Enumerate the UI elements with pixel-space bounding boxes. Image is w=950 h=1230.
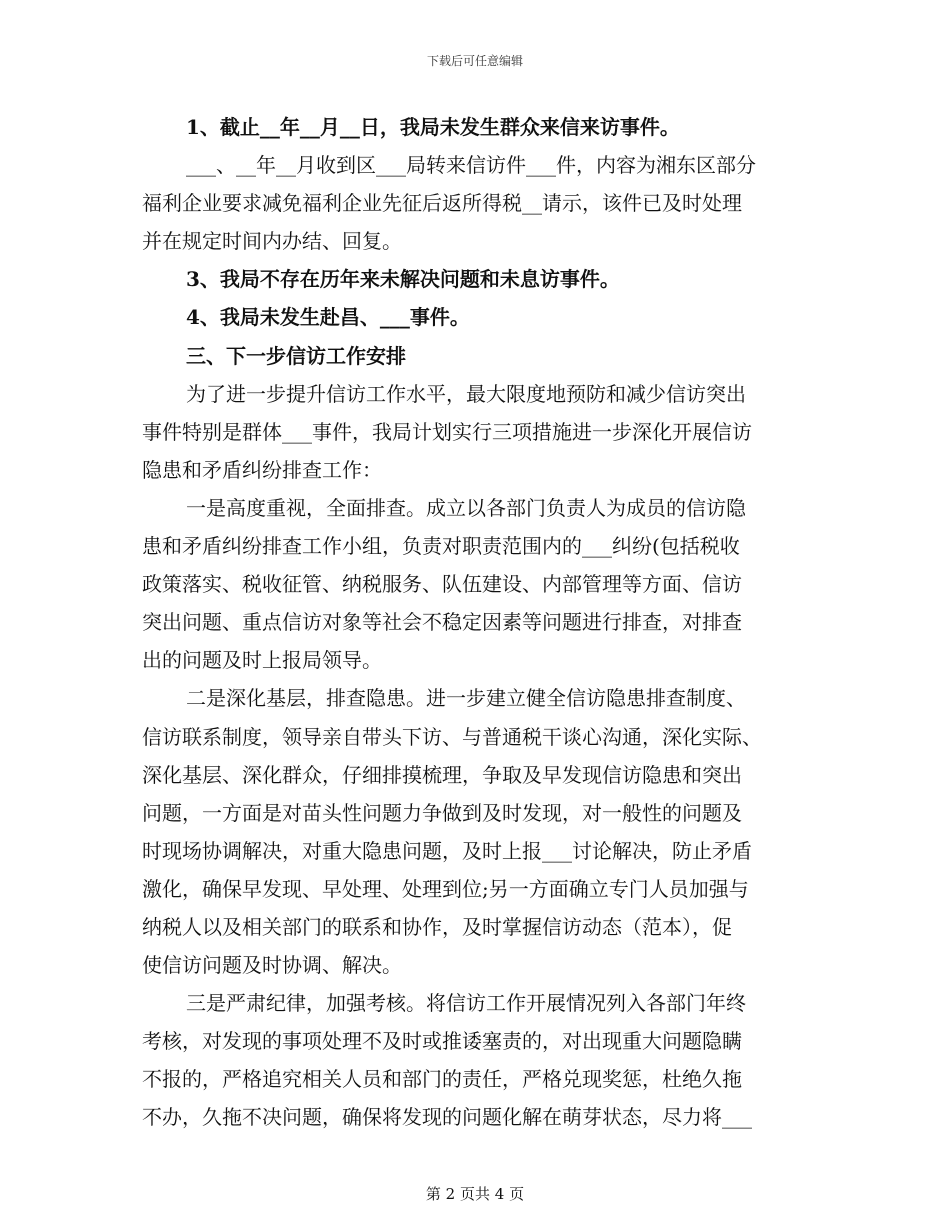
paragraph-measure-1	[142, 489, 804, 679]
paragraph-line: 出的问题及时上报局领导。	[142, 648, 382, 673]
paragraph-line: 为了进一步提升信访工作水平，最大限度地预防和减少信访突出	[186, 381, 746, 406]
paragraph-line: 3、我局不存在历年来未解决问题和未息访事件。	[186, 267, 620, 292]
paragraph-line: 政策落实、税收征管、纳税服务、队伍建设、内部管理等方面、信访	[142, 572, 742, 597]
paragraph-line: 考核，对发现的事项处理不及时或推诿塞责的，对出现重大问题隐瞒	[142, 1029, 742, 1054]
paragraph-line: 突出问题、重点信访对象等社会不稳定因素等问题进行排查，对排查	[142, 610, 742, 635]
paragraph-line: 患和矛盾纠纷排查工作小组，负责对职责范围内的___纠纷(包括税收	[142, 534, 740, 559]
paragraph-line: 三是严肃纪律，加强考核。将信访工作开展情况列入各部门年终	[186, 991, 746, 1016]
paragraph-line: 问题，一方面是对苗头性问题力争做到及时发现，对一般性的问题及	[142, 800, 742, 825]
paragraph-line: 使信访问题及时协调、解决。	[142, 953, 402, 978]
paragraph-line: 事件特别是群体___事件，我局计划实行三项措施进一步深化开展信访	[142, 419, 752, 444]
paragraph-line: 并在规定时间内办结、回复。	[142, 229, 402, 254]
page-number: 第 2 页共 4 页	[425, 1185, 525, 1203]
document-body	[142, 108, 804, 1137]
paragraph-line: ___、__年__月收到区___局转来信访件___件，内容为湘东区部分	[186, 153, 756, 178]
paragraph-item-4	[142, 298, 804, 336]
page-header: 下载后可任意编辑	[426, 54, 523, 68]
paragraph-line: 三、下一步信访工作安排	[186, 343, 406, 368]
paragraph-line: 深化基层、深化群众，仔细排摸梳理，争取及早发现信访隐患和突出	[142, 762, 742, 787]
paragraph-item-3	[142, 260, 804, 298]
paragraph-line: 福利企业要求减免福利企业先征后返所得税__请示，该件已及时处理	[142, 191, 742, 216]
paragraph-line: 不报的，严格追究相关人员和部门的责任，严格兑现奖惩，杜绝久拖	[142, 1067, 742, 1092]
paragraph-line: 不办，久拖不决问题，确保将发现的问题化解在萌芽状态，尽力将___	[142, 1105, 752, 1130]
paragraph-line: 时现场协调解决，对重大隐患问题，及时上报___讨论解决，防止矛盾	[142, 838, 752, 863]
paragraph-line: 1、截止__年__月__日，我局未发生群众来信来访事件。	[186, 115, 680, 139]
paragraph-line: 一是高度重视，全面排查。成立以各部门负责人为成员的信访隐	[186, 495, 746, 520]
paragraph-measure-3	[142, 984, 804, 1136]
paragraph-line: 激化，确保早发现、早处理、处理到位;另一方面确立专门人员加强与	[142, 876, 749, 901]
paragraph-line: 隐患和矛盾纠纷排查工作：	[142, 457, 382, 482]
paragraph-line: 二是深化基层，排查隐患。进一步建立健全信访隐患排查制度、	[186, 686, 746, 711]
paragraph-line: 纳税人以及相关部门的联系和协作，及时掌握信访动态（范本），促	[142, 914, 732, 939]
paragraph-measure-2	[142, 679, 804, 984]
paragraph-item-2	[142, 146, 804, 260]
paragraph-intro	[142, 375, 804, 489]
paragraph-item-1	[142, 108, 804, 146]
section-heading	[142, 337, 804, 375]
paragraph-line: 信访联系制度，领导亲自带头下访、与普通税干谈心沟通，深化实际、	[142, 724, 762, 749]
paragraph-line: 4、我局未发生赴昌、___事件。	[186, 305, 470, 330]
